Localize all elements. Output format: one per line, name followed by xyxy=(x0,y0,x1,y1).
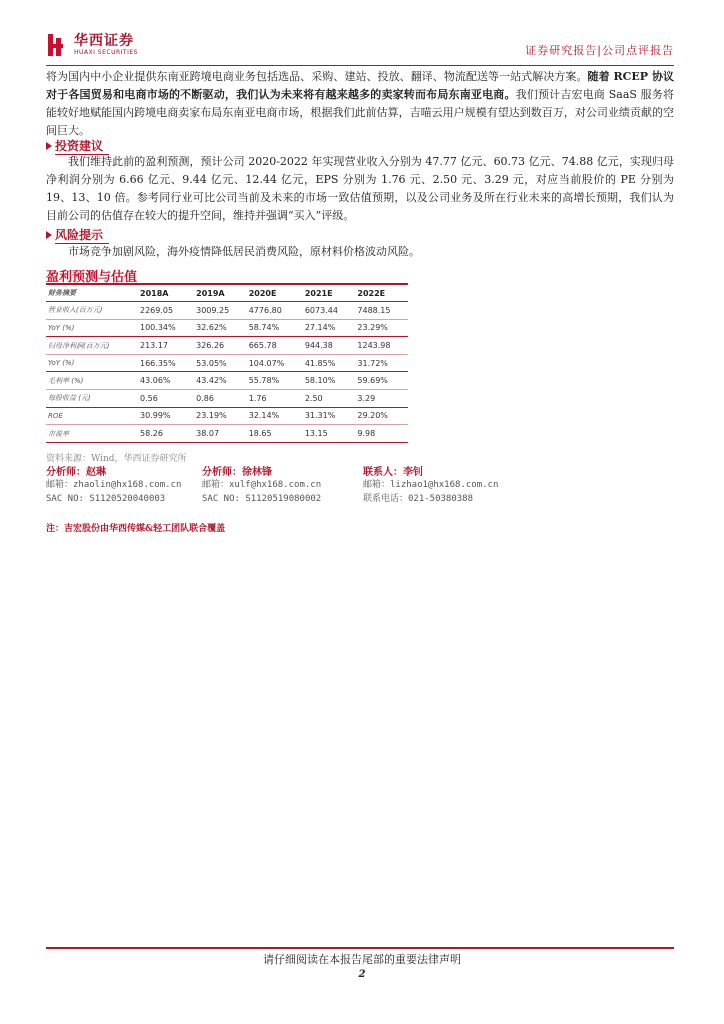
table-cell: 41.85% xyxy=(303,354,356,372)
coverage-note: 注：吉宏股份由华西传媒&轻工团队联合覆盖 xyxy=(46,524,226,534)
table-row xyxy=(46,390,408,408)
table-cell: 55.78% xyxy=(247,372,303,390)
table-title: 盈利预测与估值 xyxy=(46,270,138,285)
table-cell: 31.72% xyxy=(355,354,408,372)
row-label: ROE xyxy=(46,407,138,425)
row-label: 市盈率 xyxy=(46,425,138,443)
table-cell: 53.05% xyxy=(194,354,247,372)
analyst-email[interactable]: 邮箱：zhaolin@hx168.com.cn xyxy=(46,480,182,490)
table-cell: 100.34% xyxy=(138,319,194,337)
table-row xyxy=(46,407,408,425)
intro-text-b: 我们预计吉宏电商 SaaS 服务将能较好地赋能国内跨境电商卖家布局东南亚电商市场，根据我们此前估算，吉喵云用户规模有望达到数百万，对公司业绩贡献的空间巨大。 xyxy=(46,88,675,137)
table-cell: 1243.98 xyxy=(355,337,408,355)
risk-paragraph: 市场竞争加剧风险，海外疫情降低居民消费风险，原材料价格波动风险。 xyxy=(68,245,420,258)
analyst-name: 分析师：徐林锋 xyxy=(202,467,272,478)
huaxi-logo-icon xyxy=(46,32,68,58)
table-cell: 4776.80 xyxy=(247,302,303,320)
footer-divider xyxy=(46,947,674,949)
table-cell: 29.20% xyxy=(355,407,408,425)
triangle-bullet-icon xyxy=(46,231,52,239)
table-row xyxy=(46,425,408,443)
year-header: 2021E xyxy=(303,284,356,302)
table-cell: 58.26 xyxy=(138,425,194,443)
contact-card xyxy=(363,463,563,506)
table-source: 资料来源：Wind，华西证券研究所 xyxy=(46,454,187,464)
table-cell: 32.62% xyxy=(194,319,247,337)
table-row xyxy=(46,354,408,372)
row-label: YoY (%) xyxy=(46,319,138,337)
table-cell: 38.07 xyxy=(194,425,247,443)
intro-text-bold: 随着 RCEP 协议对于各国贸易和电商市场的不断驱动，我们认为未来将有越来越多的卖家转而布局东南亚电商。 xyxy=(46,70,675,101)
row-label: 每股收益 (元) xyxy=(46,390,138,408)
table-cell: 166.35% xyxy=(138,354,194,372)
table-cell: 1.76 xyxy=(247,390,303,408)
table-cell: 3009.25 xyxy=(194,302,247,320)
page-number: 2 xyxy=(358,969,366,980)
table-cell: 2269.05 xyxy=(138,302,194,320)
table-cell: 23.29% xyxy=(355,319,408,337)
year-header: 2022E xyxy=(355,284,408,302)
page-header xyxy=(46,30,674,66)
analyst-name: 分析师：赵琳 xyxy=(46,467,106,478)
risk-section-title: 风险提示 xyxy=(46,226,109,244)
report-type: 证券研究报告|公司点评报告 xyxy=(525,44,674,57)
year-header: 2018A xyxy=(138,284,194,302)
table-cell: 58.74% xyxy=(247,319,303,337)
table-cell: 665.78 xyxy=(247,337,303,355)
row-label: 归母净利润(百万元) xyxy=(46,337,138,355)
table-cell: 59.69% xyxy=(355,372,408,390)
logo-en-text: HUAXI SECURITIES xyxy=(74,49,138,56)
logo-cn-text: 华西证券 xyxy=(74,33,134,49)
table-cell: 0.86 xyxy=(194,390,247,408)
triangle-bullet-icon xyxy=(46,142,52,150)
table-cell: 23.19% xyxy=(194,407,247,425)
year-header: 2020E xyxy=(247,284,303,302)
legal-disclaimer[interactable]: 请仔细阅读在本报告尾部的重要法律声明 xyxy=(263,953,461,966)
table-cell: 104.07% xyxy=(247,354,303,372)
table-cell: 6073.44 xyxy=(303,302,356,320)
table-cell: 3.29 xyxy=(355,390,408,408)
table-header-row xyxy=(46,284,408,302)
table-row xyxy=(46,337,408,355)
analyst-id: SAC NO: S1120520040003 xyxy=(46,494,166,504)
earnings-forecast-table xyxy=(46,283,408,443)
huaxi-logo xyxy=(46,32,138,58)
table-cell: 213.17 xyxy=(138,337,194,355)
table-cell: 13.15 xyxy=(303,425,356,443)
contact-phone: 联系电话：021-50380388 xyxy=(363,494,474,504)
contact-email[interactable]: 邮箱：lizhao1@hx168.com.cn xyxy=(363,480,499,490)
table-cell: 30.99% xyxy=(138,407,194,425)
analyst-email[interactable]: 邮箱：xulf@hx168.com.cn xyxy=(202,480,322,490)
table-row xyxy=(46,372,408,390)
table-row xyxy=(46,319,408,337)
contact-name: 联系人：李钊 xyxy=(363,467,423,478)
table-cell: 7488.15 xyxy=(355,302,408,320)
table-cell: 326.26 xyxy=(194,337,247,355)
table-cell: 31.31% xyxy=(303,407,356,425)
intro-text-a: 将为国内中小企业提供东南亚跨境电商业务包括选品、采购、建站、投放、翻译、物流配送等一站式解决方案。 xyxy=(46,70,588,83)
table-cell: 2.50 xyxy=(303,390,356,408)
table-cell: 32.14% xyxy=(247,407,303,425)
table-cell: 9.98 xyxy=(355,425,408,443)
year-header: 2019A xyxy=(194,284,247,302)
table-row xyxy=(46,302,408,320)
invest-section-title: 投资建议 xyxy=(46,137,109,155)
table-cell: 944.38 xyxy=(303,337,356,355)
table-header-label: 财务摘要 xyxy=(46,284,138,302)
row-label: YoY (%) xyxy=(46,354,138,372)
table-cell: 18.65 xyxy=(247,425,303,443)
table-cell: 27.14% xyxy=(303,319,356,337)
intro-paragraph xyxy=(46,68,674,140)
table-cell: 58.10% xyxy=(303,372,356,390)
row-label: 毛利率 (%) xyxy=(46,372,138,390)
invest-paragraph: 我们维持此前的盈利预测，预计公司 2020-2022 年实现营业收入分别为 47.77 亿元、60.73 亿元、74.88 亿元，实现归母净利润分别为 6.66 亿元、9.44 亿元、12.44 亿元，EPS 分别为 1.76 元、2.50 元、3.29 元，对应当前股价的 PE 分别为 19、13、10 倍。参考同行业可比公司当前及未来的市场一致估值预期，以及公司业务及所在行业未来的高增长预期，我们认为目前公司的估值存在较大的提升空间，维持并强调“买入”评级。 xyxy=(46,155,674,222)
row-label: 营业收入(百万元) xyxy=(46,302,138,320)
table-cell: 43.42% xyxy=(194,372,247,390)
table-cell: 0.56 xyxy=(138,390,194,408)
table-cell: 43.06% xyxy=(138,372,194,390)
analyst-id: SAC NO: S1120519080002 xyxy=(202,494,322,504)
